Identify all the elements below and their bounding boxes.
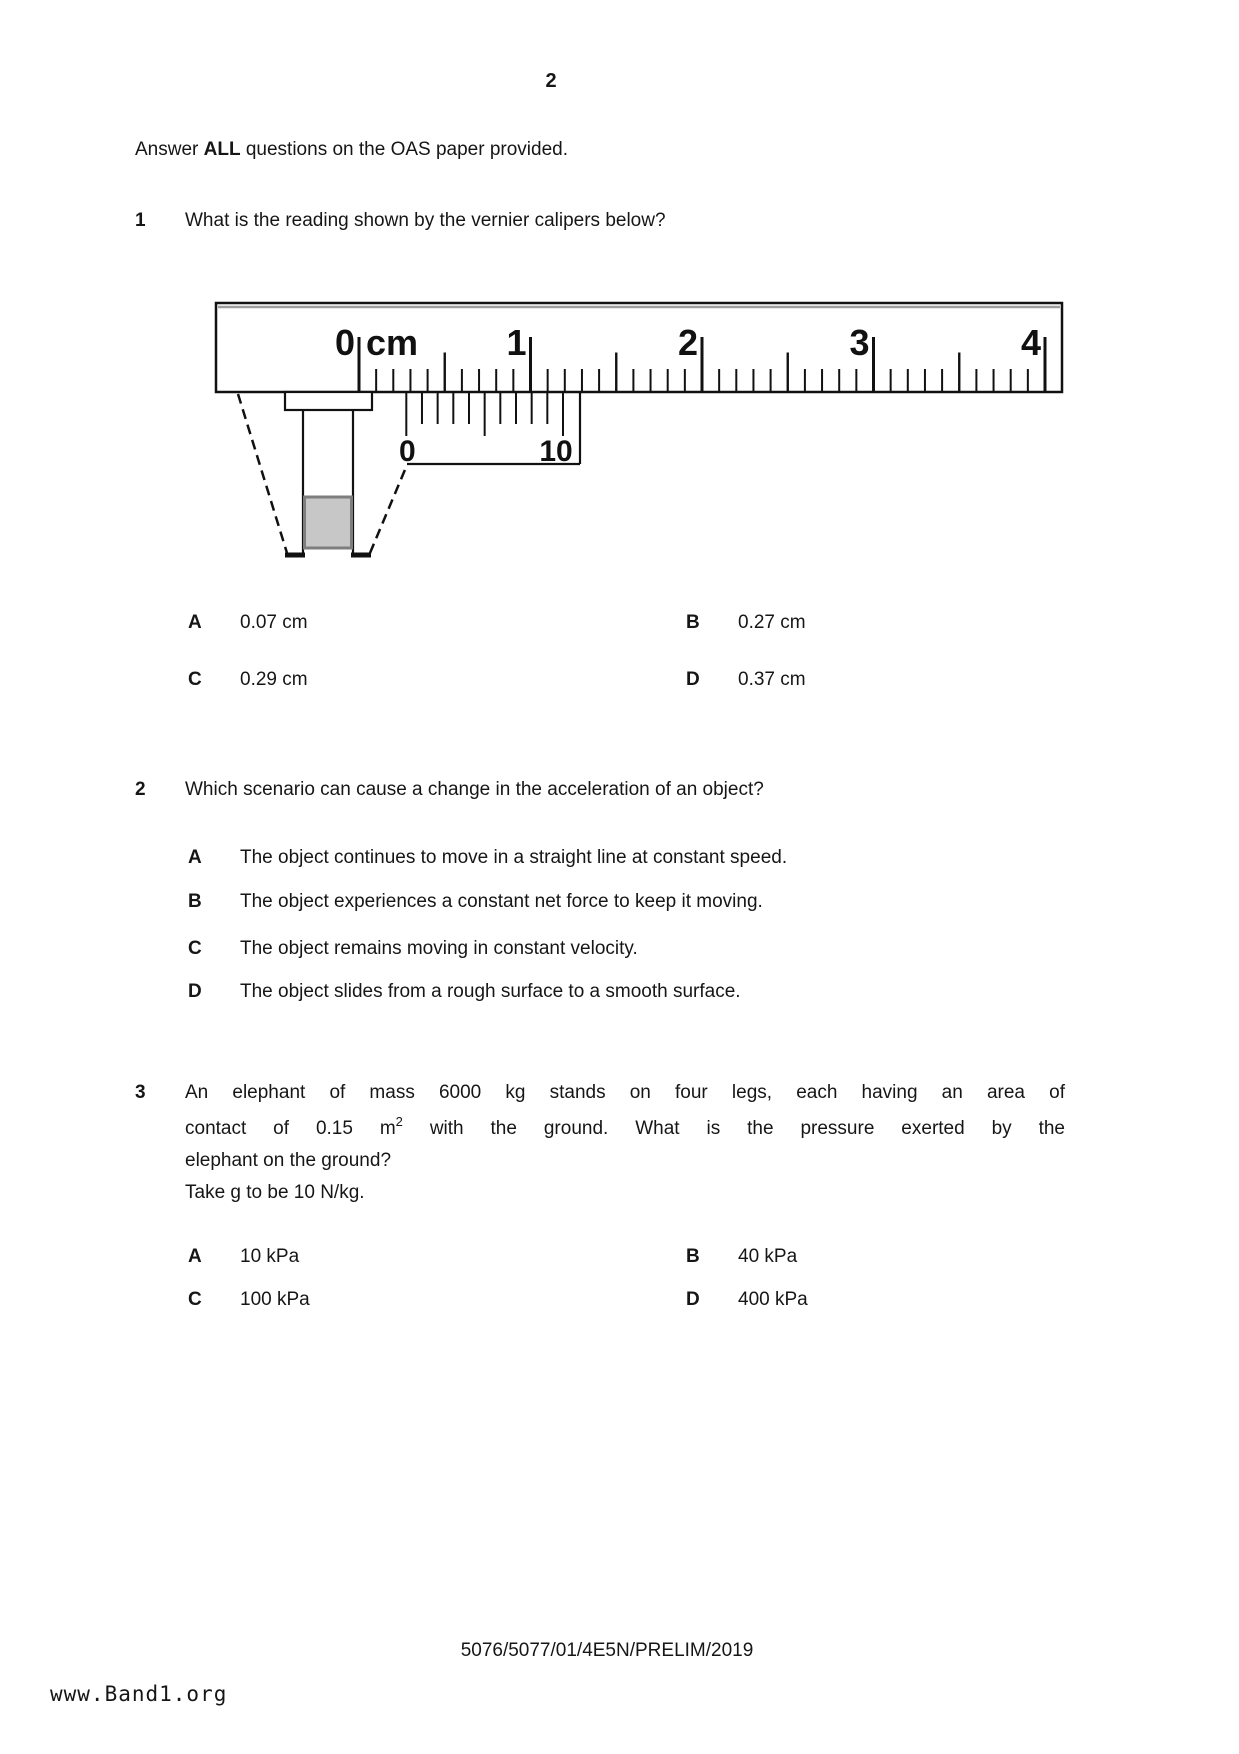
question-3-line3: elephant on the ground? — [185, 1150, 392, 1171]
measured-object — [305, 497, 352, 548]
q1-option-row-ab — [0, 612, 1239, 638]
option-text: 100 kPa — [240, 1289, 310, 1310]
left-jaw-outer-edge — [238, 394, 287, 553]
svg-text:0: 0 — [398, 435, 416, 468]
q2-option-d — [0, 981, 1239, 1007]
option-letter: D — [686, 1289, 700, 1310]
svg-text:1: 1 — [506, 322, 527, 363]
option-text: 0.07 cm — [240, 612, 308, 633]
option-text: The object remains moving in constant velocity. — [240, 938, 638, 959]
option-letter: D — [188, 981, 202, 1002]
question-3-line2 — [185, 1113, 1065, 1140]
q3-superscript: 2 — [395, 1113, 403, 1129]
q3-option-row-ab — [0, 1246, 1239, 1272]
site-watermark: www.Band1.org — [50, 1682, 228, 1706]
question-3-line1: An elephant of mass 6000 kg stands on four legs, each having an area of — [185, 1082, 1065, 1103]
svg-text:2: 2 — [677, 322, 698, 363]
svg-text:10: 10 — [539, 435, 573, 468]
q2-option-b — [0, 891, 1239, 917]
q2-option-c — [0, 938, 1239, 964]
svg-text:cm: cm — [366, 322, 419, 363]
q3-line2-post: with the ground. What is the pressure exerted by the — [402, 1118, 1065, 1139]
page-number: 2 — [545, 70, 557, 92]
question-2-text: Which scenario can cause a change in the acceleration of an object? — [185, 779, 764, 800]
option-letter: A — [188, 612, 202, 633]
question-3-line4: Take g to be 10 N/kg. — [185, 1182, 365, 1203]
q2-option-a — [0, 847, 1239, 873]
question-1-text: What is the reading shown by the vernier calipers below? — [185, 210, 666, 231]
option-text: 0.29 cm — [240, 669, 308, 690]
svg-text:0: 0 — [334, 322, 355, 363]
vernier-calipers-diagram — [195, 295, 1075, 580]
instruction-bold: ALL — [203, 139, 241, 160]
option-text: The object continues to move in a straight line at constant speed. — [240, 847, 788, 868]
instruction-suffix: questions on the OAS paper provided. — [240, 139, 569, 160]
option-letter: C — [188, 938, 202, 959]
option-letter: B — [686, 612, 700, 633]
option-text: 0.37 cm — [738, 669, 806, 690]
option-text: 10 kPa — [240, 1246, 300, 1267]
option-text: The object experiences a constant net force to keep it moving. — [240, 891, 763, 912]
option-letter: B — [188, 891, 202, 912]
option-letter: C — [188, 1289, 202, 1310]
jaw-crossbar — [285, 392, 372, 410]
right-jaw-outer-edge — [370, 465, 407, 553]
option-text: The object slides from a rough surface to a smooth surface. — [240, 981, 741, 1002]
option-letter: D — [686, 669, 700, 690]
q3-option-row-cd — [0, 1289, 1239, 1315]
option-text: 40 kPa — [738, 1246, 798, 1267]
question-1-number: 1 — [135, 210, 146, 231]
q1-option-row-cd — [0, 669, 1239, 695]
question-2-header — [0, 779, 1239, 805]
instruction-prefix: Answer — [135, 139, 204, 160]
question-2-number: 2 — [135, 779, 146, 800]
svg-text:4: 4 — [1020, 322, 1041, 363]
option-letter: B — [686, 1246, 700, 1267]
question-1-header — [0, 210, 1239, 236]
instruction-line — [135, 138, 568, 162]
option-letter: A — [188, 1246, 202, 1267]
option-letter: A — [188, 847, 202, 868]
option-letter: C — [188, 669, 202, 690]
question-3-number: 3 — [135, 1082, 146, 1103]
q3-line2-pre: contact of 0.15 m — [185, 1118, 396, 1139]
paper-code-footer: 5076/5077/01/4E5N/PRELIM/2019 — [460, 1640, 754, 1661]
option-text: 0.27 cm — [738, 612, 806, 633]
option-text: 400 kPa — [738, 1289, 808, 1310]
svg-text:3: 3 — [849, 322, 870, 363]
